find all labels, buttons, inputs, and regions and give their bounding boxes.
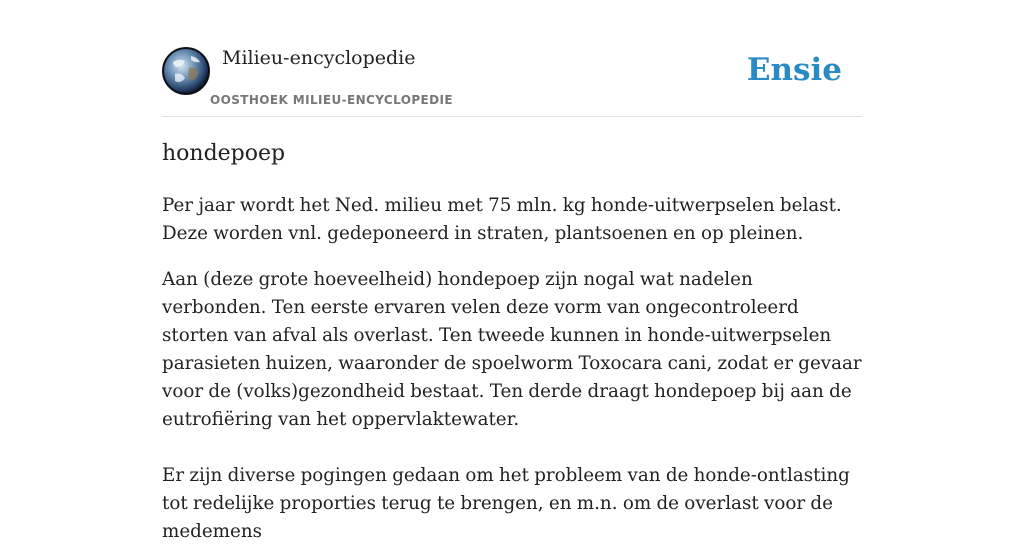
article-paragraph: Per jaar wordt het Ned. milieu met 75 mln. kg honde-uitwerpselen belast. Deze worden vnl. gedeponeerd in straten, plantsoenen en op pleinen. [162,195,842,244]
site-name[interactable]: Milieu-encyclopedie [222,47,416,69]
article-title: hondepoep [162,141,286,166]
site-subtitle[interactable]: OOSTHOEK MILIEU-ENCYCLOPEDIE [210,93,453,107]
earth-globe-icon[interactable] [162,47,210,95]
article-paragraph: Er zijn diverse pogingen gedaan om het probleem van de honde-ontlasting tot redelijke proporties terug te brengen, en m.n. om de overlast voor de medemens [162,465,850,542]
site-header [162,46,862,117]
ensie-logo-link[interactable]: Ensie [746,52,842,88]
article-paragraph: Aan (deze grote hoeveelheid) hondepoep zijn nogal wat nadelen verbonden. Ten eerste ervaren velen deze vorm van ongecontroleerd storten van afval als overlast. Ten tweede kunnen in honde-uitwerpselen parasieten huizen, waaronder de spoelworm Toxocara cani, zodat er gevaar voor de (volks)gezondheid bestaat. Ten derde draagt hondepoep bij aan de eutrofiëring van het oppervlaktewater. [162,269,862,430]
article [162,138,862,546]
